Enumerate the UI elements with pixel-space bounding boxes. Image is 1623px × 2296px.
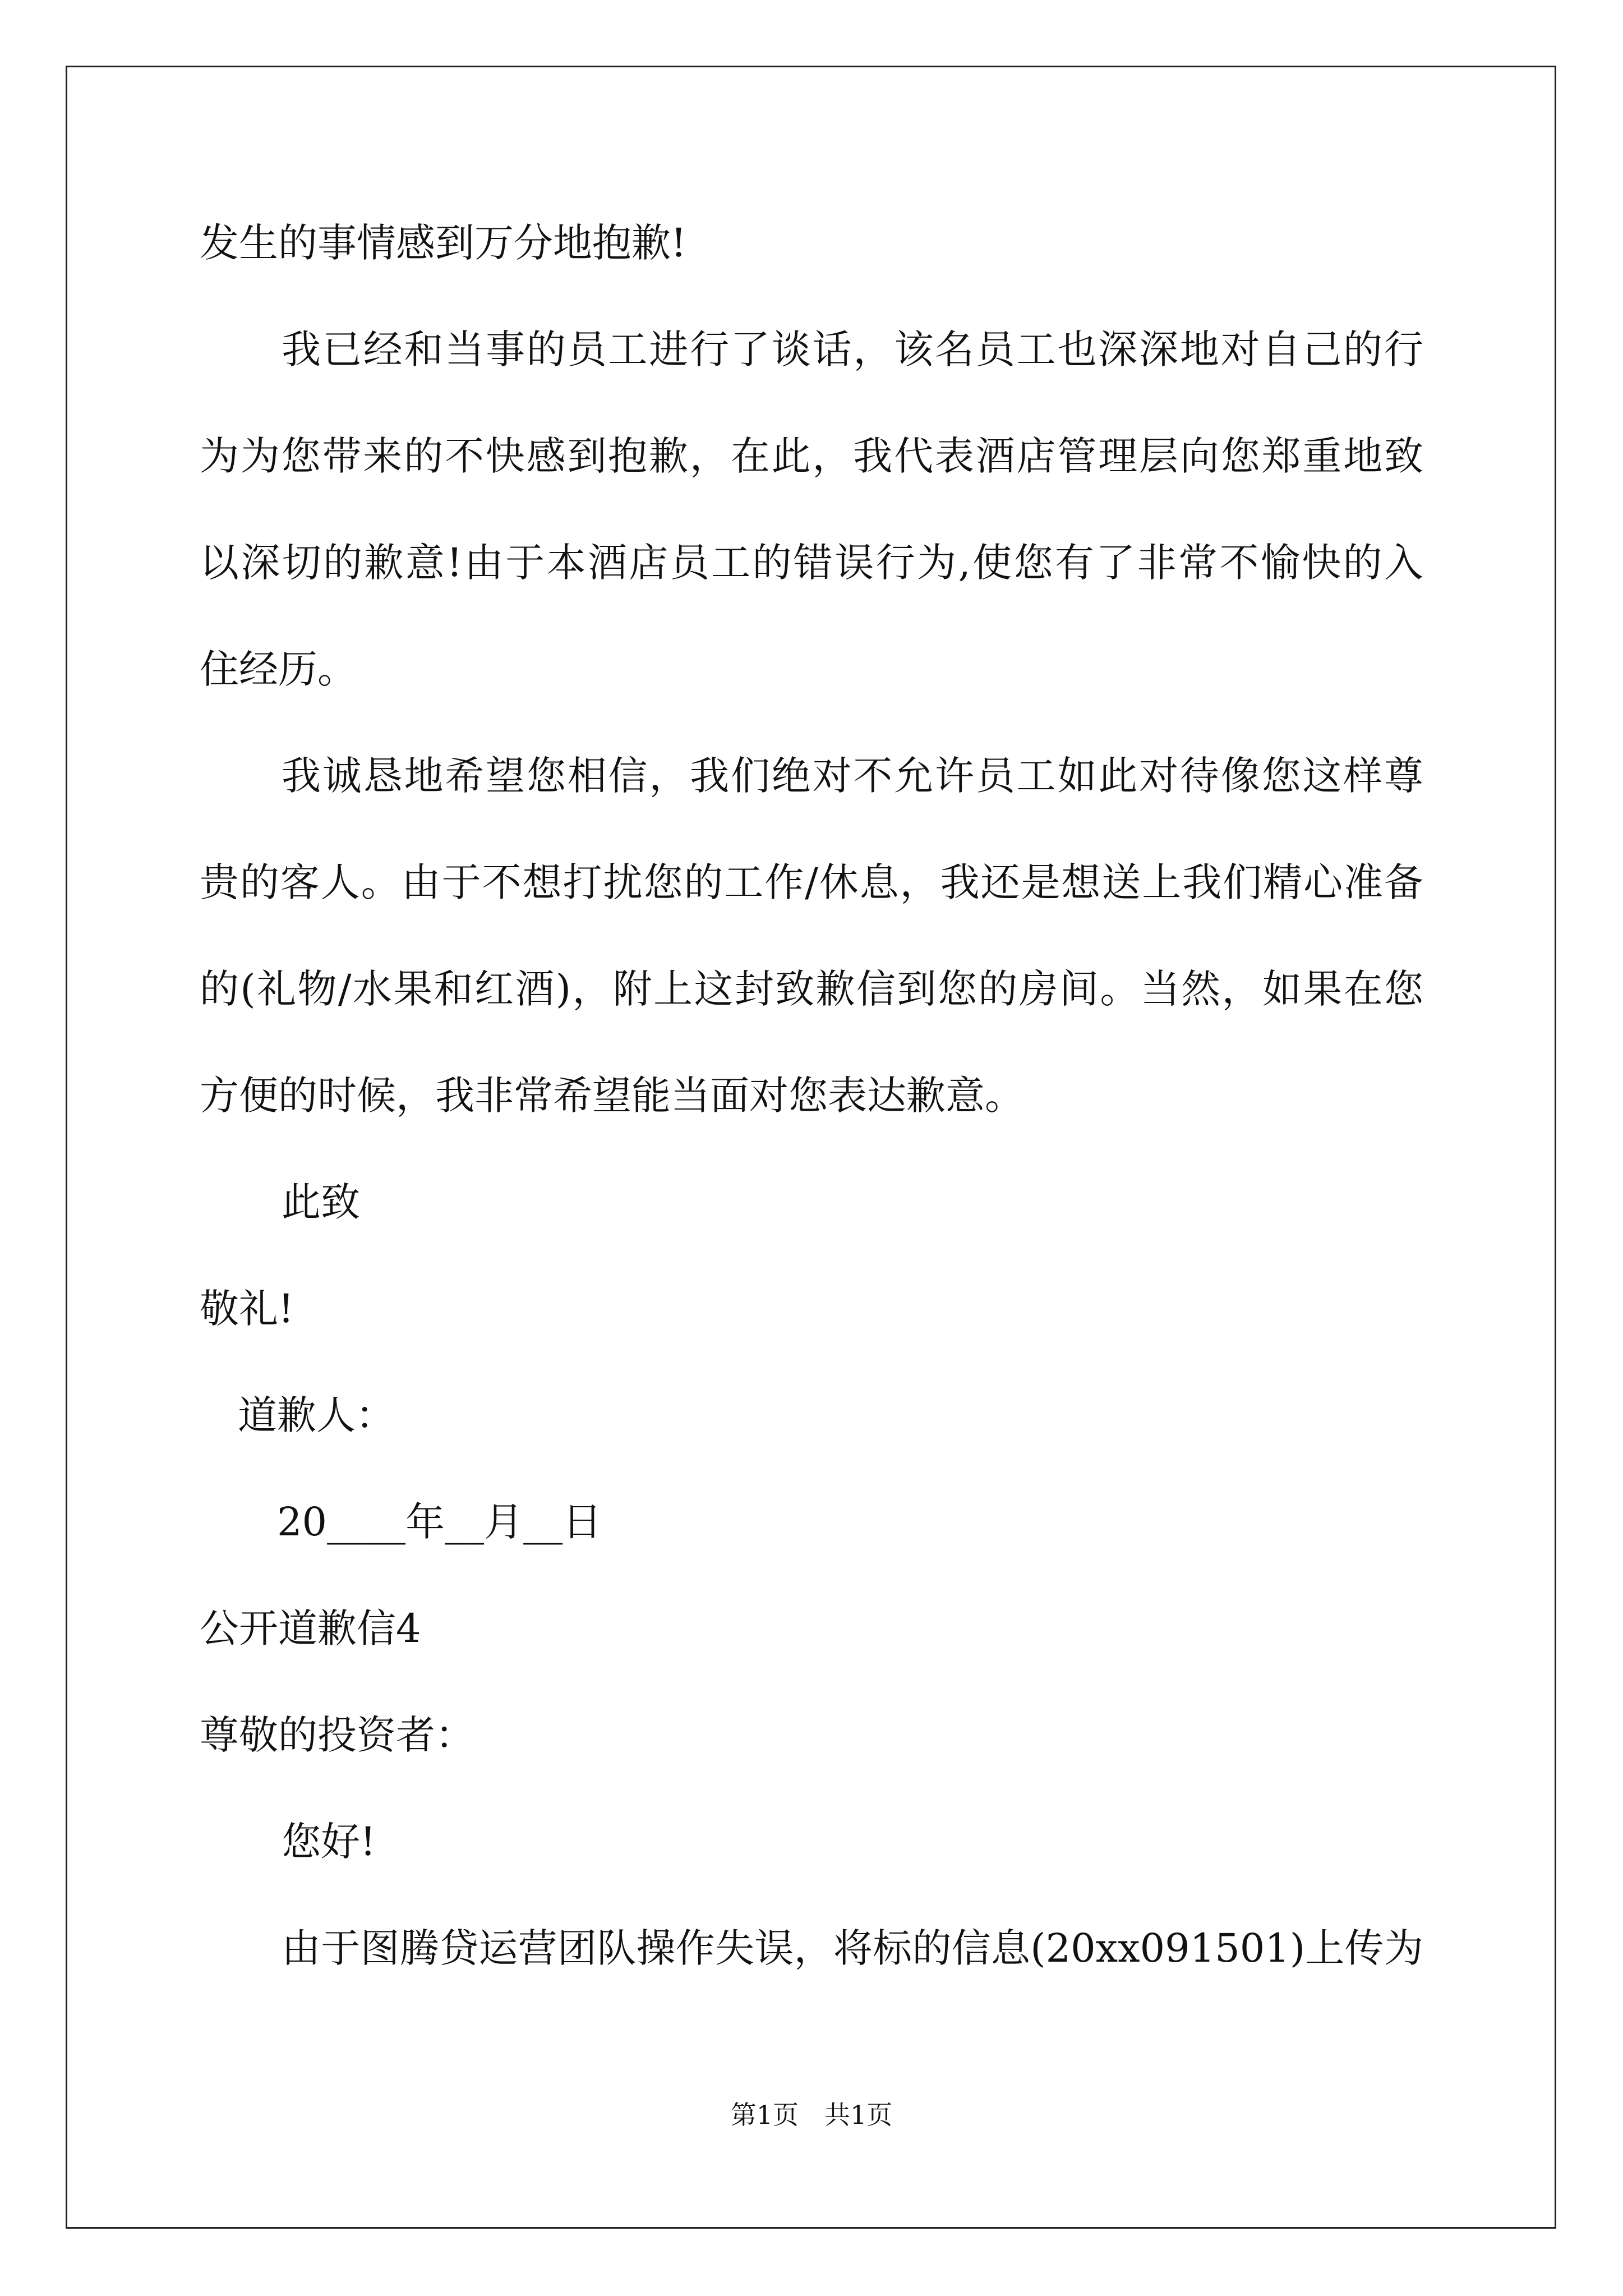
closing-salutation: 此致 [282,1179,360,1225]
body-line: 我诚恳地希望您相信，我们绝对不允许员工如此对待像您这样尊 [282,753,1423,799]
body-line: 住经历。 [200,646,357,692]
greeting: 您好! [282,1819,376,1865]
page-border [66,66,1556,2229]
letter-title: 公开道歉信4 [200,1605,421,1651]
closing-regards: 敬礼! [200,1286,294,1332]
body-line: 以深切的歉意!由于本酒店员工的错误行为,使您有了非常不愉快的入 [200,540,1423,586]
body-line: 贵的客人。由于不想打扰您的工作/休息，我还是想送上我们精心准备 [200,859,1423,905]
date-line: 20____年__月__日 [277,1499,602,1545]
page-footer: 第1页 共1页 [730,2100,893,2130]
body-line: 由于图腾贷运营团队操作失误，将标的信息(20xx091501)上传为 [282,1925,1423,1971]
signer-label: 道歉人： [238,1392,395,1438]
body-line: 为为您带来的不快感到抱歉，在此，我代表酒店管理层向您郑重地致 [200,433,1423,479]
body-line: 的(礼物/水果和红酒)，附上这封致歉信到您的房间。当然，如果在您 [200,966,1423,1012]
body-line: 我已经和当事的员工进行了谈话，该名员工也深深地对自己的行 [282,326,1423,372]
addressee: 尊敬的投资者： [200,1712,474,1758]
body-line: 方便的时候，我非常希望能当面对您表达歉意。 [200,1073,1024,1119]
body-line: 发生的事情感到万分地抱歉! [200,220,687,266]
